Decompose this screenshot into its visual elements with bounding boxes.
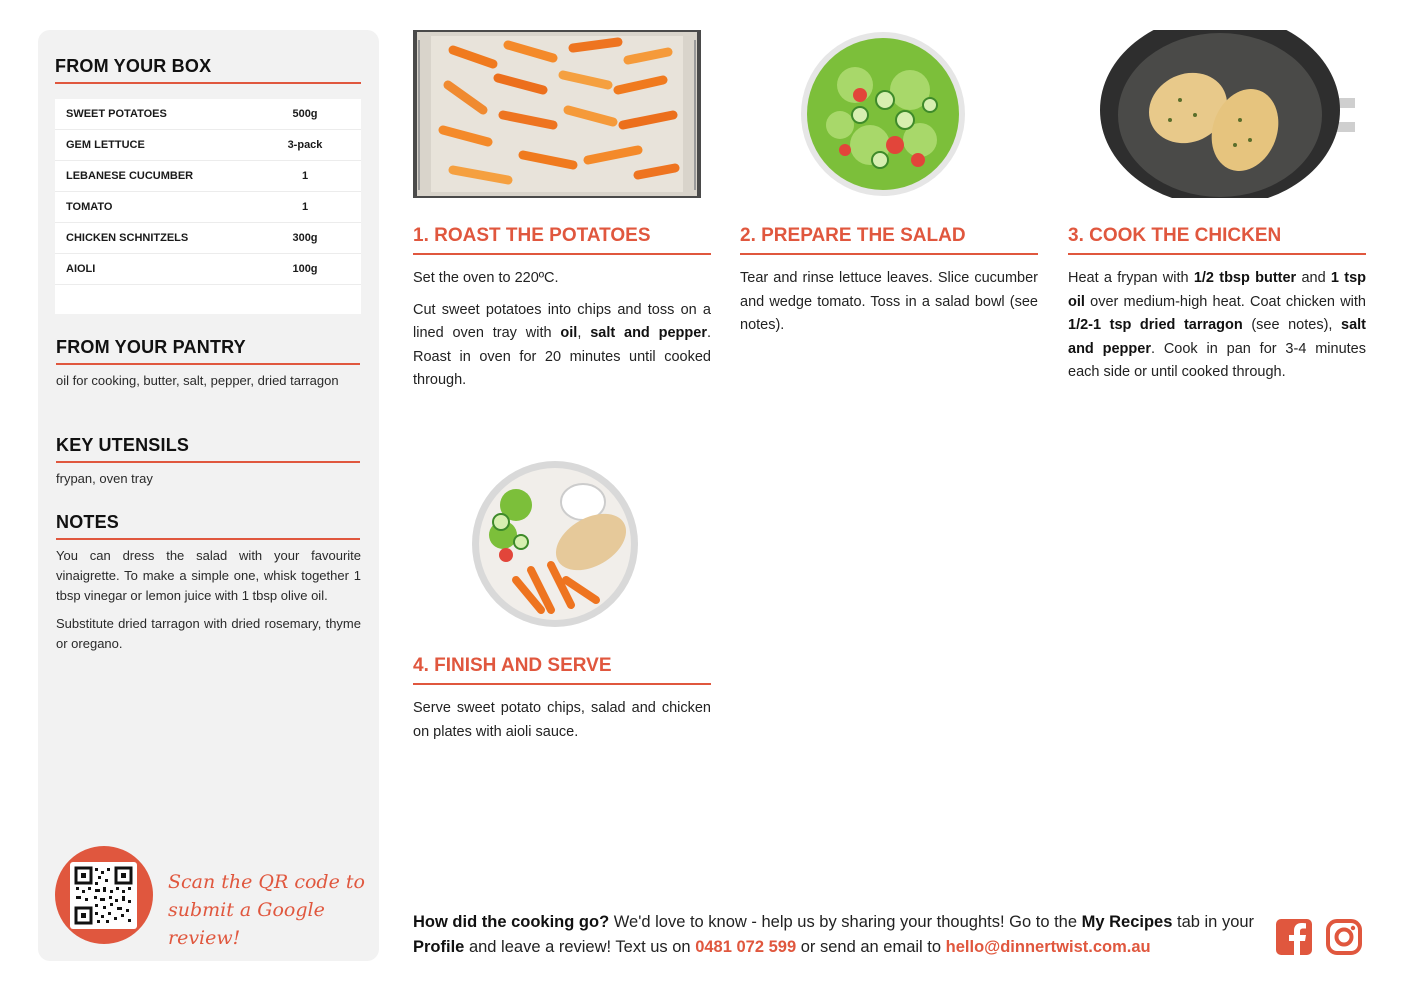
- utensils-text: frypan, oven tray: [56, 471, 153, 486]
- frypan-chicken-photo: [1100, 30, 1356, 198]
- divider: [413, 253, 711, 255]
- finished-plate-photo: [471, 460, 639, 628]
- review-footer: [413, 910, 1263, 960]
- pantry-text: oil for cooking, butter, salt, pepper, dried tarragon: [56, 373, 339, 388]
- ingredient-name: AIOLI: [66, 263, 96, 275]
- my-recipes-label: My Recipes: [1081, 913, 1173, 931]
- step-1-title: 1. ROAST THE POTATOES: [413, 225, 651, 246]
- text-run: We'd love to know - help us by sharing your thoughts! Go to the: [609, 913, 1082, 931]
- text-run: or send an email to: [796, 938, 946, 956]
- text-run: tab in your: [1172, 913, 1255, 931]
- ingredient-qty: 3-pack: [287, 139, 323, 151]
- text-run: . Cook in pan for 3-4 minutes each side or until cooked through.: [1068, 340, 1366, 380]
- text-run: and: [1296, 270, 1331, 286]
- ingredient-qty: 300g: [292, 232, 318, 244]
- step-1-text: [413, 267, 711, 401]
- bold-run: oil: [560, 325, 578, 341]
- footer-question: How did the cooking go?: [413, 913, 610, 931]
- text-run: ,: [577, 325, 591, 341]
- step-3-title: 3. COOK THE CHICKEN: [1068, 225, 1282, 246]
- qr-caption-line: submit a Google review!: [168, 899, 325, 949]
- instagram-icon[interactable]: [1326, 919, 1362, 955]
- step-2-title: 2. PREPARE THE SALAD: [740, 225, 966, 246]
- bold-run: salt and pepper: [590, 325, 707, 341]
- table-row: [55, 223, 361, 254]
- step-4-title: 4. FINISH AND SERVE: [413, 655, 612, 676]
- ingredient-qty: 100g: [292, 263, 318, 275]
- table-row: [55, 130, 361, 161]
- from-your-box-title: FROM YOUR BOX: [55, 56, 212, 76]
- ingredient-name: TOMATO: [66, 201, 113, 213]
- divider: [55, 82, 361, 84]
- table-row: [55, 161, 361, 192]
- step-paragraph: [1068, 267, 1366, 385]
- step-2-text: [740, 267, 1038, 346]
- divider: [56, 538, 360, 540]
- facebook-icon[interactable]: [1276, 919, 1312, 955]
- step-paragraph: Set the oven to 220ºC.: [413, 270, 559, 286]
- table-row: [55, 99, 361, 130]
- step-paragraph: Tear and rinse lettuce leaves. Slice cucumber and wedge tomato. Toss in a salad bowl (see notes).: [740, 270, 1038, 333]
- step-paragraph: [413, 299, 711, 393]
- ingredient-qty: 1: [301, 201, 309, 213]
- step-3-text: [1068, 267, 1366, 393]
- ingredients-table: [55, 99, 361, 314]
- phone-link[interactable]: 0481 072 599: [695, 938, 797, 956]
- key-utensils-title: KEY UTENSILS: [56, 435, 190, 455]
- ingredient-name: SWEET POTATOES: [66, 108, 167, 120]
- qr-caption: [168, 868, 368, 952]
- bold-run: salt and pepper: [1068, 317, 1366, 357]
- bold-run: 1/2-1 tsp dried tarragon: [1068, 317, 1243, 333]
- divider: [1068, 253, 1366, 255]
- text-run: Cut sweet potatoes into chips and toss on a lined oven tray with: [413, 301, 711, 341]
- text-run: . Roast in oven for 20 minutes until cooked through.: [413, 325, 711, 388]
- notes-paragraph: Substitute dried tarragon with dried rosemary, thyme or oregano.: [56, 616, 361, 651]
- table-row: [55, 254, 361, 285]
- text-run: Heat a frypan with: [1068, 270, 1194, 286]
- qr-code-icon[interactable]: [70, 862, 137, 929]
- qr-caption-line: Scan the QR code to: [168, 871, 365, 893]
- roast-potatoes-photo: [413, 30, 701, 198]
- ingredient-name: CHICKEN SCHNITZELS: [66, 232, 189, 244]
- step-paragraph: Serve sweet potato chips, salad and chicken on plates with aioli sauce.: [413, 700, 711, 740]
- divider: [56, 363, 360, 365]
- ingredient-name: GEM LETTUCE: [66, 139, 145, 151]
- ingredient-qty: 1: [301, 170, 309, 182]
- from-your-pantry-title: FROM YOUR PANTRY: [56, 337, 246, 357]
- notes-title: NOTES: [56, 512, 120, 532]
- ingredient-qty: 500g: [292, 108, 318, 120]
- divider: [56, 461, 360, 463]
- ingredient-name: LEBANESE CUCUMBER: [66, 170, 194, 182]
- bold-run: 1/2 tbsp butter: [1193, 270, 1297, 286]
- email-link[interactable]: hello@dinnertwist.com.au: [945, 938, 1151, 956]
- text-run: (see notes),: [1242, 317, 1341, 333]
- text-run: over medium-high heat. Coat chicken with: [1084, 293, 1366, 310]
- text-run: and leave a review! Text us on: [464, 938, 696, 956]
- profile-label: Profile: [413, 938, 465, 956]
- bold-run: 1 tsp oil: [1068, 270, 1366, 310]
- table-row: [55, 192, 361, 223]
- step-4-text: [413, 697, 711, 752]
- notes-paragraph: You can dress the salad with your favourite vinaigrette. To make a simple one, whisk together 1 tbsp vinegar or lemon juice with 1 tbsp olive oil.: [56, 548, 361, 603]
- salad-bowl-photo: [800, 30, 966, 198]
- divider: [413, 683, 711, 685]
- divider: [740, 253, 1038, 255]
